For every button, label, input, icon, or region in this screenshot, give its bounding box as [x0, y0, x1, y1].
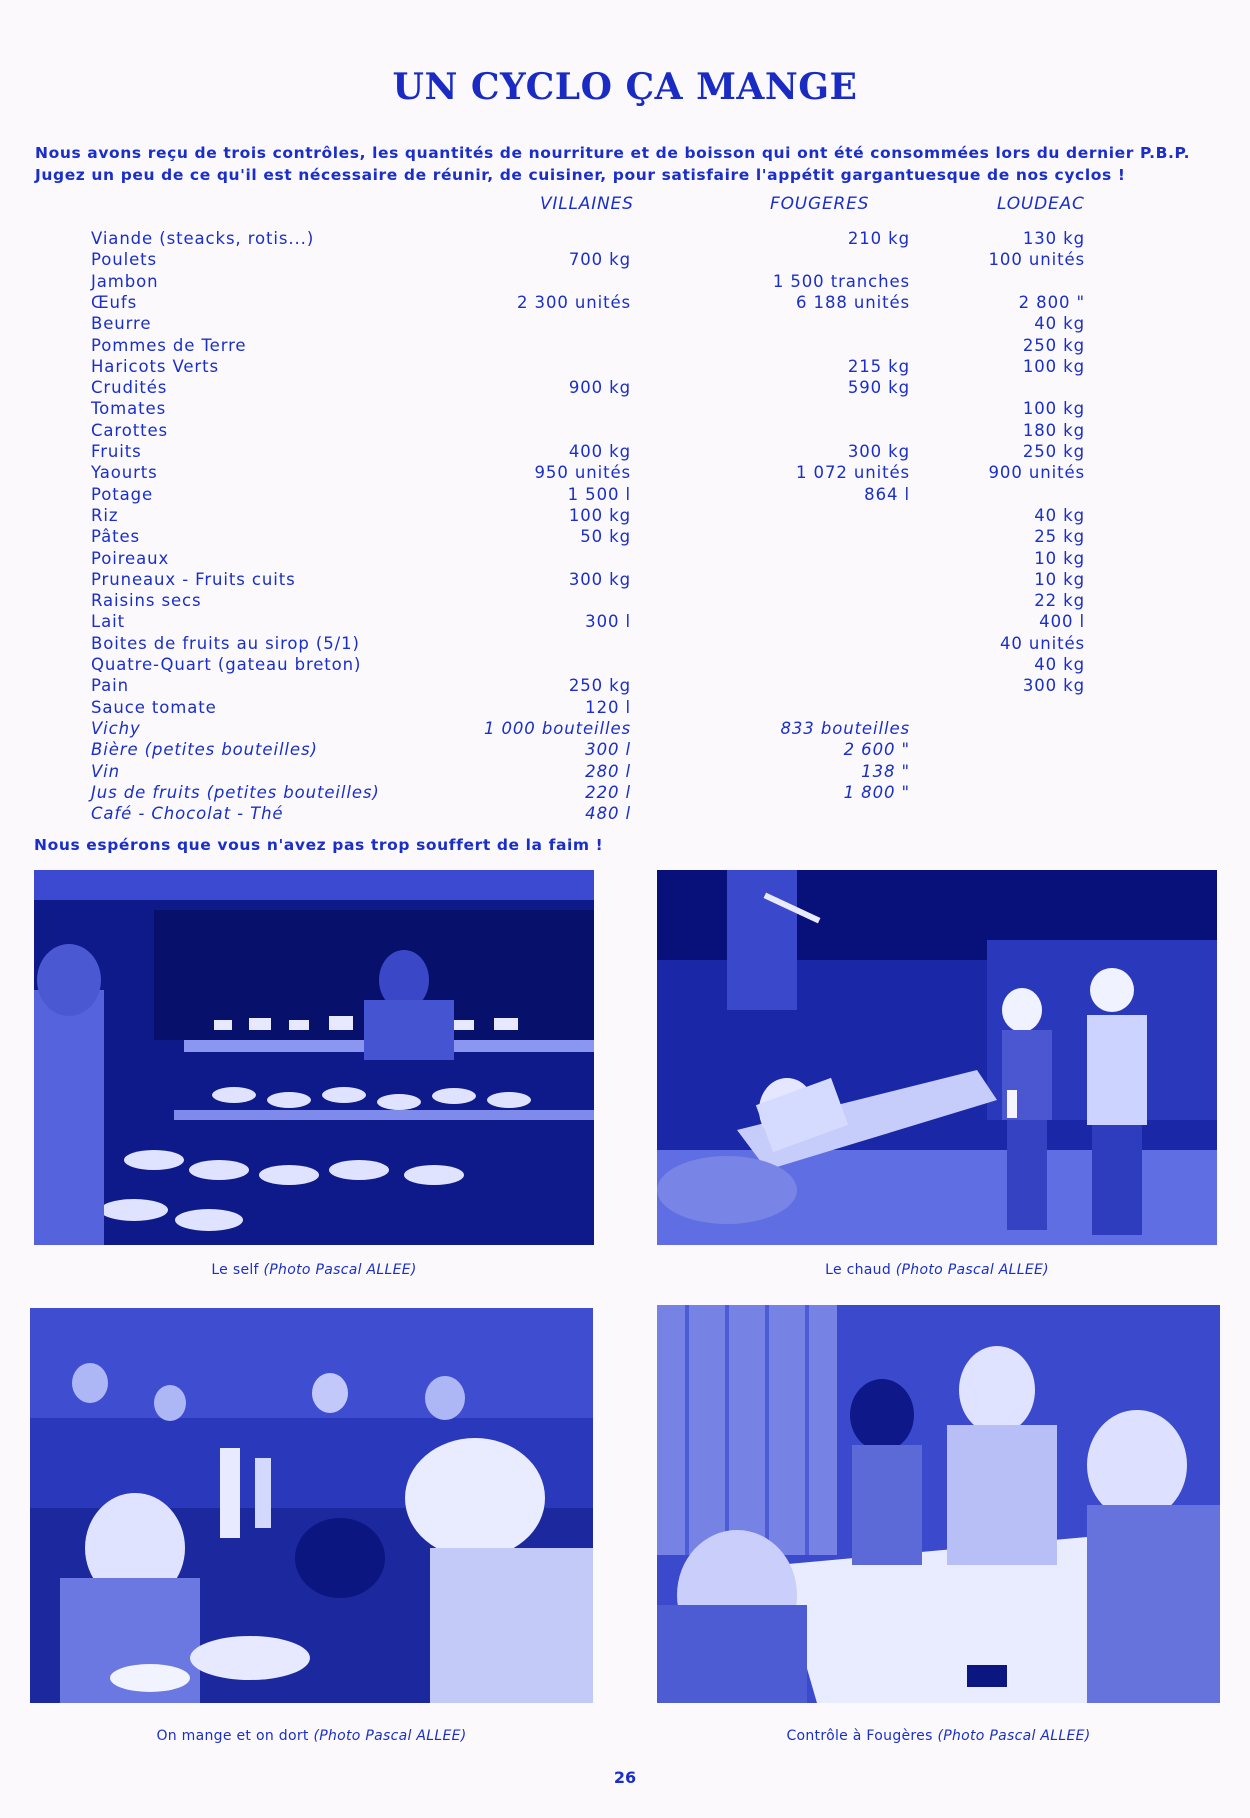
loudeac-value: 40 kg [1034, 314, 1085, 334]
table-row [0, 506, 1250, 527]
loudeac-value: 40 kg [1034, 655, 1085, 674]
table-row [0, 804, 1250, 825]
table-row [0, 676, 1250, 697]
caption-credit: (Photo Pascal ALLEE) [895, 1262, 1049, 1278]
villaines-value: 900 kg [568, 378, 631, 398]
fougeres-value: 138 " [861, 761, 910, 781]
item-label: Pain [91, 676, 129, 696]
item-label: Lait [91, 612, 125, 632]
table-row [0, 250, 1250, 271]
item-label: Carottes [91, 420, 169, 440]
table-row [0, 463, 1250, 484]
page-number: 26 [613, 1768, 637, 1787]
loudeac-value: 300 kg [1022, 676, 1085, 696]
caption-on-mange [30, 1728, 593, 1744]
table-row [0, 570, 1250, 591]
table-row [0, 485, 1250, 506]
loudeac-value: 10 kg [1034, 548, 1085, 568]
villaines-value: 2 300 unités [517, 292, 631, 312]
loudeac-value: 900 unités [988, 463, 1085, 483]
fougeres-value: 210 kg [847, 229, 910, 248]
loudeac-value: 130 kg [1022, 229, 1085, 248]
villaines-value: 100 kg [568, 505, 631, 525]
loudeac-value: 250 kg [1022, 442, 1085, 461]
caption-le-self [34, 1262, 594, 1278]
item-label: Œufs [91, 292, 138, 312]
villaines-value: 400 kg [568, 442, 631, 461]
fougeres-value: 590 kg [847, 378, 910, 398]
item-label: Poireaux [91, 548, 170, 568]
item-label: Haricots Verts [91, 356, 219, 376]
fougeres-value: 2 600 " [843, 740, 910, 760]
column-header-villaines: VILLAINES [540, 194, 634, 214]
column-header-fougeres: FOUGERES [770, 194, 870, 214]
fougeres-value: 1 800 " [843, 782, 910, 802]
fougeres-value: 833 bouteilles [780, 718, 910, 738]
villaines-value: 1 000 bouteilles [483, 718, 631, 738]
loudeac-value: 400 l [1039, 612, 1085, 632]
table-row [0, 612, 1250, 633]
loudeac-value: 40 unités [999, 633, 1085, 653]
table-row [0, 762, 1250, 783]
table-row [0, 336, 1250, 357]
loudeac-value: 22 kg [1034, 591, 1085, 611]
caption-credit: (Photo Pascal ALLEE) [263, 1262, 417, 1278]
item-label: Crudités [91, 378, 168, 398]
item-label: Quatre-Quart (gateau breton) [91, 655, 362, 674]
item-label: Viande (steacks, rotis...) [91, 229, 315, 248]
photo-controle-fougeres [657, 1305, 1220, 1703]
villaines-value: 250 kg [568, 676, 631, 696]
caption-text: Le self [211, 1262, 259, 1278]
table-row [0, 719, 1250, 740]
fougeres-value: 1 500 tranches [772, 271, 910, 291]
table-row [0, 527, 1250, 548]
intro-line: Nous avons reçu de trois contrôles, les quantités de nourriture et de boisson qui ont été consommées lors du dernier P.B.P. [35, 144, 1191, 162]
loudeac-value: 100 unités [988, 250, 1085, 270]
loudeac-value: 100 kg [1022, 399, 1085, 419]
item-label: Pâtes [91, 527, 141, 547]
item-label: Jus de fruits (petites bouteilles) [91, 782, 380, 802]
item-label: Poulets [91, 250, 158, 270]
table-row [0, 655, 1250, 676]
item-label: Potage [91, 484, 154, 504]
loudeac-value: 10 kg [1034, 569, 1085, 589]
table-row [0, 740, 1250, 761]
item-label: Pruneaux - Fruits cuits [91, 569, 296, 589]
item-label: Yaourts [91, 463, 158, 483]
villaines-value: 300 kg [568, 569, 631, 589]
photo-le-chaud [657, 870, 1217, 1245]
caption-text: Le chaud [825, 1262, 892, 1278]
villaines-value: 300 l [585, 612, 631, 632]
column-header-loudeac: LOUDEAC [997, 194, 1085, 214]
intro-line: Jugez un peu de ce qu'il est nécessaire de réunir, de cuisiner, pour satisfaire l'appétit gargantuesque de nos cyclos ! [35, 166, 1126, 184]
table-row [0, 783, 1250, 804]
loudeac-value: 180 kg [1022, 420, 1085, 440]
intro-paragraph [35, 142, 1215, 186]
item-label: Bière (petites bouteilles) [91, 740, 318, 760]
item-label: Sauce tomate [91, 697, 217, 717]
villaines-value: 50 kg [580, 527, 631, 547]
item-label: Riz [91, 505, 119, 525]
item-label: Pommes de Terre [91, 335, 247, 355]
fougeres-value: 1 072 unités [796, 463, 910, 483]
loudeac-value: 100 kg [1022, 356, 1085, 376]
caption-controle [657, 1728, 1220, 1744]
table-row [0, 442, 1250, 463]
loudeac-value: 25 kg [1034, 527, 1085, 547]
table-row [0, 549, 1250, 570]
table-row [0, 378, 1250, 399]
item-label: Fruits [91, 442, 142, 461]
item-label: Vin [91, 761, 121, 781]
table-row [0, 399, 1250, 420]
photo-le-self [34, 870, 594, 1245]
photo-on-mange-et-on-dort [30, 1308, 593, 1703]
item-label: Beurre [91, 314, 152, 334]
item-label: Jambon [91, 271, 159, 291]
villaines-value: 300 l [585, 740, 631, 760]
table-row [0, 314, 1250, 335]
item-label: Vichy [91, 718, 141, 738]
fougeres-value: 215 kg [847, 356, 910, 376]
villaines-value: 700 kg [568, 250, 631, 270]
caption-le-chaud [657, 1262, 1217, 1278]
villaines-value: 1 500 l [567, 484, 631, 504]
table-row [0, 357, 1250, 378]
closing-remark: Nous espérons que vous n'avez pas trop souffert de la faim ! [34, 836, 604, 854]
item-label: Café - Chocolat - Thé [91, 804, 284, 824]
item-label: Tomates [91, 399, 167, 419]
fougeres-value: 6 188 unités [796, 292, 910, 312]
villaines-value: 950 unités [534, 463, 631, 483]
table-row [0, 421, 1250, 442]
caption-credit: (Photo Pascal ALLEE) [313, 1728, 467, 1744]
fougeres-value: 864 l [864, 484, 910, 504]
table-row [0, 272, 1250, 293]
villaines-value: 120 l [585, 697, 631, 717]
table-row [0, 591, 1250, 612]
caption-text: On mange et on dort [156, 1728, 309, 1744]
caption-credit: (Photo Pascal ALLEE) [937, 1728, 1091, 1744]
item-label: Raisins secs [91, 591, 202, 611]
fougeres-value: 300 kg [847, 442, 910, 461]
table-row [0, 698, 1250, 719]
caption-text: Contrôle à Fougères [786, 1728, 933, 1744]
villaines-value: 280 l [585, 761, 631, 781]
table-row [0, 634, 1250, 655]
table-row [0, 229, 1250, 250]
item-label: Boites de fruits au sirop (5/1) [91, 633, 360, 653]
page-title: UN CYCLO ÇA MANGE [392, 66, 858, 108]
loudeac-value: 250 kg [1022, 335, 1085, 355]
loudeac-value: 2 800 " [1018, 292, 1085, 312]
villaines-value: 480 l [585, 804, 631, 824]
villaines-value: 220 l [585, 782, 631, 802]
table-row [0, 293, 1250, 314]
loudeac-value: 40 kg [1034, 505, 1085, 525]
